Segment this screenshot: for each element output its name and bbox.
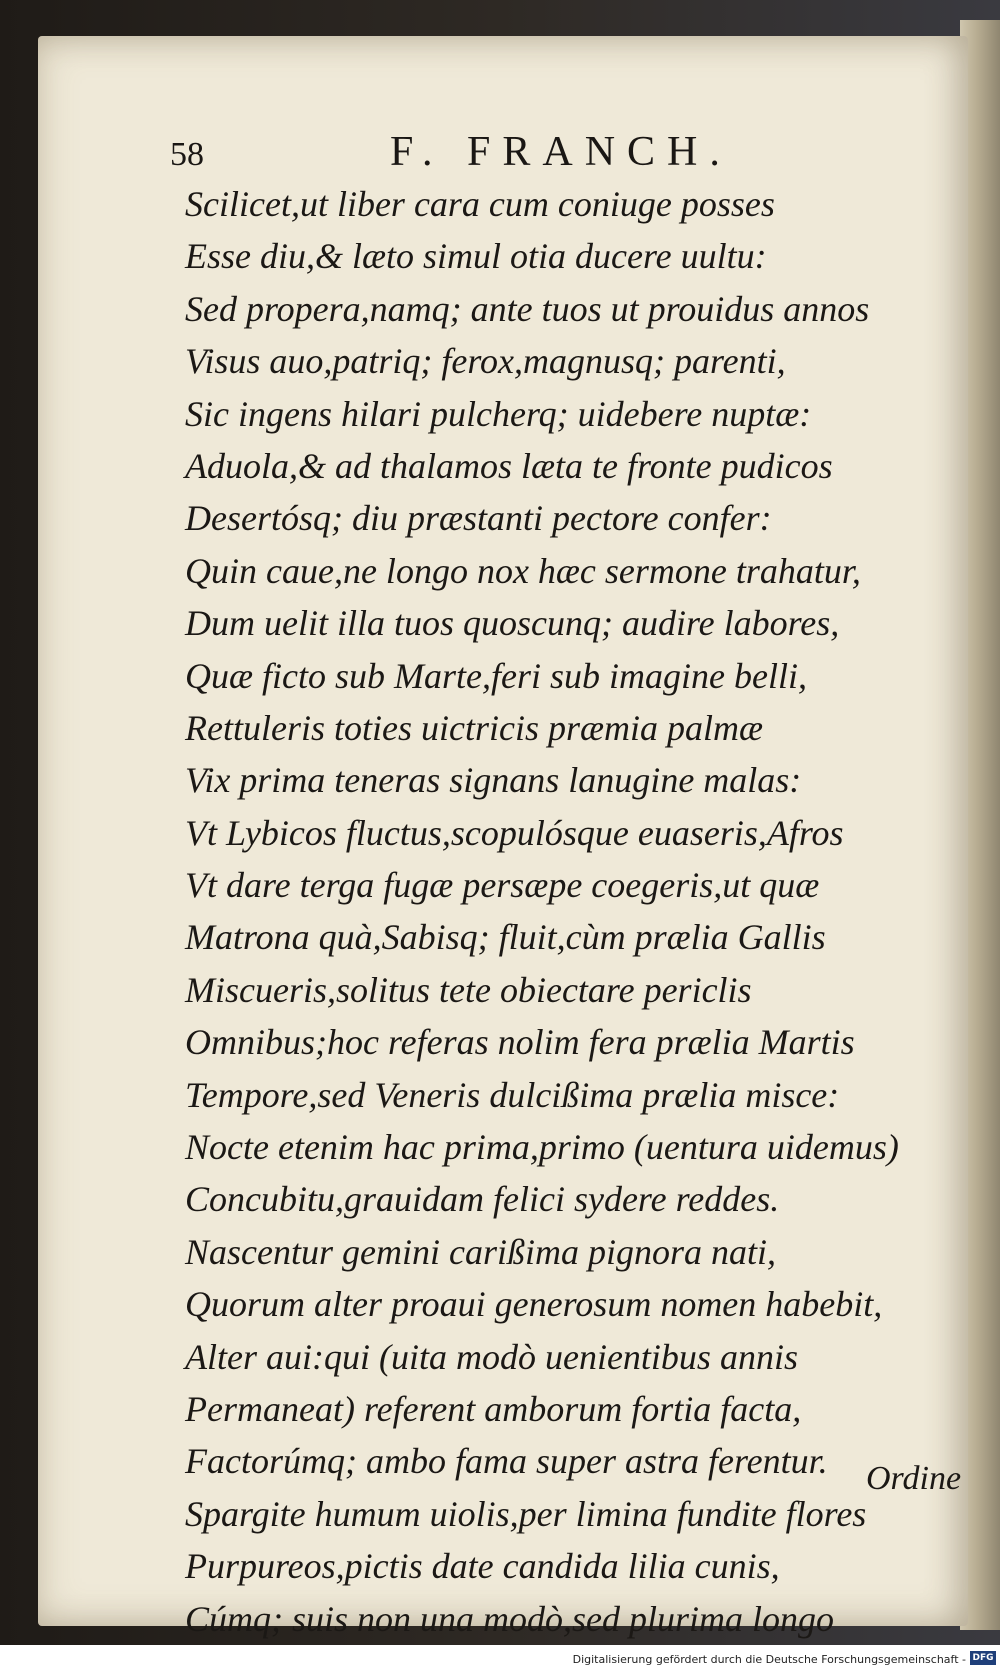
verse-line: Permaneat) referent amborum fortia facta,	[185, 1388, 802, 1429]
running-head: F. FRANCH.	[390, 129, 732, 175]
verse-line: Concubitu,grauidam felici sydere reddes.	[185, 1179, 780, 1220]
verse-line: Miscueris,solitus tete obiectare periclis	[185, 969, 752, 1010]
verse-line: Quæ ficto sub Marte,feri sub imagine belli,	[185, 655, 807, 696]
verse-line: Quin caue,ne longo nox hæc sermone trahatur,	[185, 550, 861, 591]
verse-line: Omnibus;hoc referas nolim fera prælia Martis	[185, 1022, 855, 1063]
catchword: Ordine	[866, 1460, 962, 1497]
verse-line: Purpureos,pictis date candida lilia cunis,	[185, 1546, 780, 1587]
verse-line: Tempore,sed Veneris dulcißima prælia misce:	[185, 1074, 840, 1115]
verse-line: Scilicet,ut liber cara cum coniuge posses	[185, 184, 775, 224]
verse-line: Aduola,& ad thalamos læta te fronte pudicos	[185, 445, 833, 486]
verse-line: Sic ingens hilari pulcherq; uidebere nuptæ:	[185, 393, 812, 434]
verse-line: Quorum alter proaui generosum nomen habebit,	[185, 1284, 883, 1325]
verse-line: Nocte etenim hac prima,primo (uentura uidemus)	[185, 1127, 899, 1168]
verse-line: Rettuleris toties uictricis præmia palmæ	[185, 707, 763, 748]
verse-line: Vt dare terga fugæ persæpe coegeris,ut quæ	[185, 865, 820, 906]
verse-line: Cúmq; suis non una modò,sed plurima longo	[185, 1598, 835, 1639]
verse-line: Visus auo,patriq; ferox,magnusq; parenti,	[185, 341, 786, 382]
verse-line: Esse diu,& læto simul otia ducere uultu:	[185, 236, 767, 277]
verse-line: Sed propera,namq; ante tuos ut prouidus annos	[185, 288, 870, 329]
page-header	[140, 128, 900, 178]
digitization-footer	[0, 1645, 1000, 1670]
verse-line: Spargite humum uiolis,per limina fundite flores	[185, 1493, 867, 1534]
verse-line: Matrona quà,Sabisq; fluit,cùm prælia Gallis	[185, 917, 826, 958]
page-number: 58	[170, 136, 204, 173]
verse-line: Dum uelit illa tuos quoscunq; audire labores,	[185, 603, 840, 644]
verse-line: Factorúmq; ambo fama super astra ferentur.	[185, 1441, 828, 1482]
verse-line: Desertósq; diu præstanti pectore confer:	[185, 498, 772, 539]
verse-line: Vix prima teneras signans lanugine malas:	[185, 760, 802, 801]
verse-block	[185, 178, 915, 1645]
verse-line: Vt Lybicos fluctus,scopulósque euaseris,Afros	[185, 812, 844, 853]
funding-credit: Digitalisierung gefördert durch die Deutsche Forschungsgemeinschaft -	[572, 1653, 966, 1666]
dfg-logo-icon: DFG	[970, 1651, 996, 1665]
verse-line: Alter aui:qui (uita modò uenientibus annis	[185, 1336, 798, 1377]
verse-line: Nascentur gemini carißima pignora nati,	[185, 1231, 776, 1272]
